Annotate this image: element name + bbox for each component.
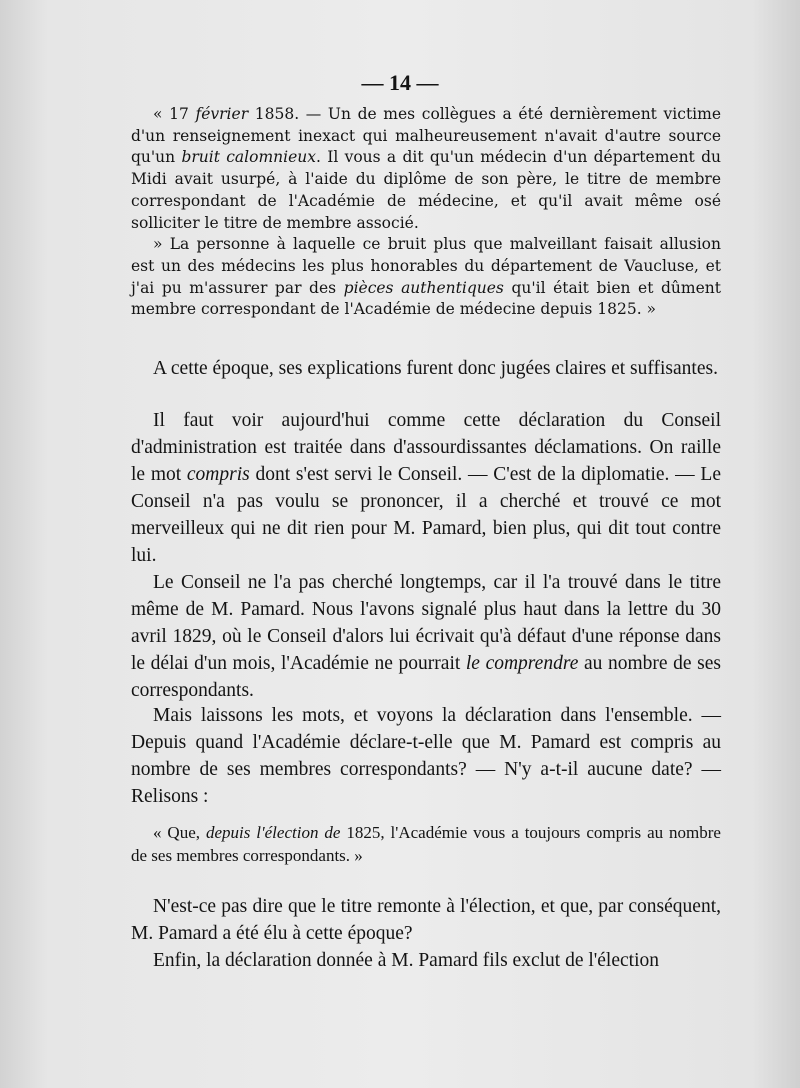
- quote-text: 1858. — Un de mes collègues a été dernièrement victime d'un renseignement inexact qui malheureusement n'avait d'autre source qu'un: [131, 105, 721, 167]
- paragraph-text: [131, 407, 721, 569]
- quote-block-letter: [131, 104, 721, 321]
- quote-date-italic: février: [195, 105, 249, 123]
- quote-text-rest: qu'il était bien et dûment membre correspondant de l'Académie de médecine depuis 1825. »: [131, 278, 721, 319]
- paragraph-text: N'est-ce pas dire que le titre remonte à l'élection, et que, par conséquent, M. Pamard a été élu à cette époque?: [131, 896, 721, 944]
- italic-word: compris: [186, 464, 250, 485]
- paragraph-1: [131, 355, 721, 382]
- quote-paragraph-2: [131, 234, 721, 321]
- quote-block-declaration: [131, 821, 721, 867]
- paragraph-6: [131, 947, 721, 974]
- text-span: au nombre de ses correspondants.: [131, 653, 721, 701]
- italic-phrase: le comprendre: [465, 653, 579, 674]
- quote-text-rest: . Il vous a dit qu'un médecin d'un département du Midi avait usurpé, à l'aide du diplôme de son père, le titre de membre correspondant de l'Académie de médecine, et qu'il avait même osé solliciter le titre de membre associé.: [131, 148, 721, 232]
- paragraph-3: [131, 569, 721, 704]
- quote-text: » La personne à laquelle ce bruit plus que malveillant faisait allusion est un des médecins les plus honorables du département de Vaucluse, et j'ai pu m'assurer par des: [131, 235, 721, 297]
- quote-text: 1825, l'Académie vous a toujours compris au nombre de ses membres correspondants. »: [131, 823, 721, 865]
- quote-paragraph-1: [131, 104, 721, 234]
- paragraph-5: [131, 893, 721, 947]
- page-number: — 14 —: [361, 70, 439, 95]
- paragraph-2: [131, 407, 721, 569]
- quote-paragraph: [131, 821, 721, 867]
- text-span: Il faut voir aujourd'hui comme cette déclaration du Conseil d'administration est traitée dans d'assourdissantes déclamations. On raille le mot: [131, 410, 721, 485]
- quote-italic-phrase: pièces authentiques: [343, 278, 504, 297]
- quote-open: « Que,: [153, 823, 206, 842]
- text-span: Le Conseil ne l'a pas cherché longtemps, car il l'a trouvé dans le titre même de M. Pamard. Nous l'avons signalé plus haut dans la lettre du 30 avril 1829, où le Conseil d'alors lui écrivait qu'à défaut d'une réponse dans le délai d'un mois, l'Académie ne pourrait: [131, 572, 721, 674]
- paragraph-4: [131, 702, 721, 810]
- paragraph-text: Mais laissons les mots, et voyons la déclaration dans l'ensemble. — Depuis quand l'Académie déclare-t-elle que M. Pamard est compris au nombre de ses membres correspondants? — N'y a-t-il aucune date? — Relisons :: [131, 705, 721, 807]
- quote-italic-phrase: bruit calomnieux: [181, 148, 316, 167]
- paragraph-text: A cette époque, ses explications furent donc jugées claires et suffisantes.: [153, 358, 718, 379]
- quote-open: « 17: [153, 105, 196, 123]
- text-span: dont s'est servi le Conseil. — C'est de la diplomatie. — Le Conseil n'a pas voulu se prononcer, il a cherché et trouvé ce mot merveilleux qui ne dit rien pour M. Pamard, bien plus, qui dit tout contre lui.: [131, 464, 721, 566]
- quote-italic-phrase: depuis l'élection de: [205, 823, 341, 842]
- paragraph-text: Enfin, la déclaration donnée à M. Pamard fils exclut de l'élection: [153, 950, 660, 971]
- paragraph-text: [131, 569, 721, 704]
